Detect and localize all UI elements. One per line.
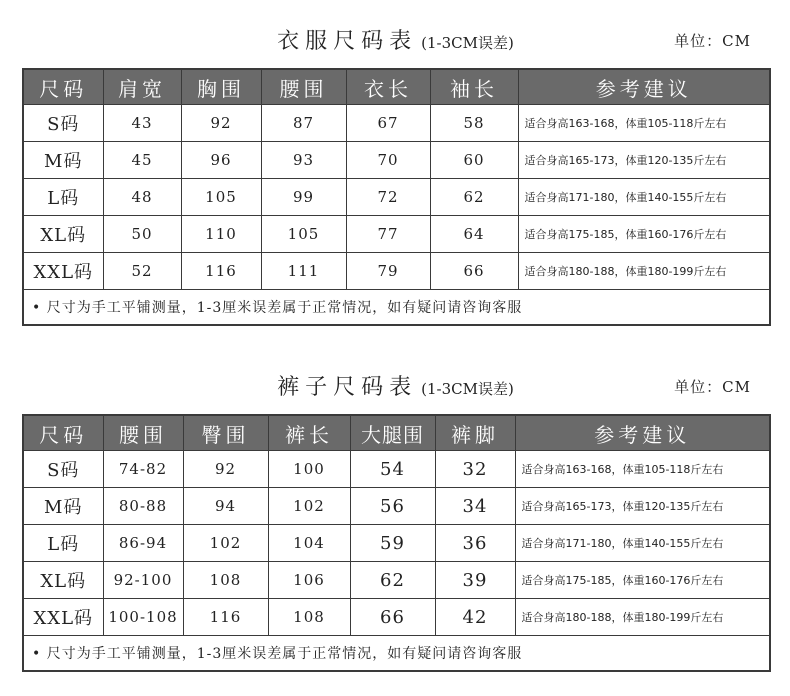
value-cell: 92-100	[103, 562, 183, 599]
suggestion-cell: 适合身高180-188，体重180-199斤左右	[515, 599, 770, 636]
value-cell: 43	[103, 105, 181, 142]
header-cell: 裤脚	[435, 415, 515, 451]
header-cell: 腰围	[261, 69, 346, 105]
table-row	[23, 599, 770, 636]
value-cell: 105	[181, 179, 261, 216]
value-cell: 111	[261, 253, 346, 290]
value-cell: 66	[430, 253, 518, 290]
value-cell: 32	[435, 451, 515, 488]
header-cell: 参考建议	[518, 69, 770, 105]
value-cell: 96	[181, 142, 261, 179]
value-cell: 92	[183, 451, 268, 488]
table-row	[23, 253, 770, 290]
value-cell: 58	[430, 105, 518, 142]
value-cell: 60	[430, 142, 518, 179]
value-cell: 106	[268, 562, 350, 599]
value-cell: 64	[430, 216, 518, 253]
value-cell: 42	[435, 599, 515, 636]
value-cell: 62	[350, 562, 435, 599]
top-size-table	[22, 68, 771, 326]
suggestion-cell: 适合身高180-188，体重180-199斤左右	[518, 253, 770, 290]
value-cell: 52	[103, 253, 181, 290]
value-cell: 39	[435, 562, 515, 599]
value-cell: 50	[103, 216, 181, 253]
value-cell: 48	[103, 179, 181, 216]
value-cell: 45	[103, 142, 181, 179]
table-row	[23, 451, 770, 488]
size-cell: XXL码	[23, 599, 103, 636]
footnote: • 尺寸为手工平铺测量，1-3厘米误差属于正常情况，如有疑问请咨询客服	[23, 636, 770, 672]
table-row	[23, 142, 770, 179]
header-cell: 尺码	[23, 69, 103, 105]
value-cell: 87	[261, 105, 346, 142]
top-title-text: 衣服尺码表	[277, 29, 418, 54]
table-row	[23, 488, 770, 525]
pants-title-text: 裤子尺码表	[277, 375, 418, 400]
value-cell: 92	[181, 105, 261, 142]
value-cell: 77	[346, 216, 430, 253]
top-unit-label: 单位：CM	[674, 32, 751, 50]
top-tolerance: (1-3CM误差)	[421, 34, 514, 52]
suggestion-cell: 适合身高175-185，体重160-176斤左右	[515, 562, 770, 599]
value-cell: 34	[435, 488, 515, 525]
table-row	[23, 562, 770, 599]
header-cell: 裤长	[268, 415, 350, 451]
value-cell: 100	[268, 451, 350, 488]
pants-size-table	[22, 414, 771, 672]
suggestion-cell: 适合身高165-173，体重120-135斤左右	[515, 488, 770, 525]
top-title-row	[22, 24, 769, 64]
suggestion-cell: 适合身高175-185，体重160-176斤左右	[518, 216, 770, 253]
size-cell: XL码	[23, 216, 103, 253]
pants-unit-label: 单位：CM	[674, 378, 751, 396]
value-cell: 102	[268, 488, 350, 525]
size-cell: S码	[23, 105, 103, 142]
footnote: • 尺寸为手工平铺测量，1-3厘米误差属于正常情况，如有疑问请咨询客服	[23, 290, 770, 326]
table-row	[23, 216, 770, 253]
size-cell: XL码	[23, 562, 103, 599]
value-cell: 94	[183, 488, 268, 525]
suggestion-cell: 适合身高171-180，体重140-155斤左右	[518, 179, 770, 216]
suggestion-cell: 适合身高163-168，体重105-118斤左右	[515, 451, 770, 488]
value-cell: 86-94	[103, 525, 183, 562]
header-cell: 臀围	[183, 415, 268, 451]
value-cell: 108	[183, 562, 268, 599]
value-cell: 74-82	[103, 451, 183, 488]
value-cell: 104	[268, 525, 350, 562]
value-cell: 67	[346, 105, 430, 142]
value-cell: 105	[261, 216, 346, 253]
size-cell: S码	[23, 451, 103, 488]
value-cell: 66	[350, 599, 435, 636]
value-cell: 72	[346, 179, 430, 216]
header-cell: 肩宽	[103, 69, 181, 105]
suggestion-cell: 适合身高171-180，体重140-155斤左右	[515, 525, 770, 562]
size-cell: XXL码	[23, 253, 103, 290]
value-cell: 116	[183, 599, 268, 636]
header-cell: 腰围	[103, 415, 183, 451]
value-cell: 116	[181, 253, 261, 290]
value-cell: 79	[346, 253, 430, 290]
value-cell: 93	[261, 142, 346, 179]
size-cell: L码	[23, 525, 103, 562]
value-cell: 110	[181, 216, 261, 253]
header-cell: 大腿围	[350, 415, 435, 451]
suggestion-cell: 适合身高165-173，体重120-135斤左右	[518, 142, 770, 179]
top-header-row	[23, 69, 770, 105]
table-row	[23, 179, 770, 216]
suggestion-cell: 适合身高163-168，体重105-118斤左右	[518, 105, 770, 142]
value-cell: 99	[261, 179, 346, 216]
top-chart-title	[22, 24, 769, 55]
size-cell: M码	[23, 142, 103, 179]
value-cell: 62	[430, 179, 518, 216]
pants-size-chart	[22, 370, 769, 662]
header-cell: 胸围	[181, 69, 261, 105]
pants-chart-title	[22, 370, 769, 401]
footnote-row	[23, 290, 770, 326]
table-row	[23, 525, 770, 562]
pants-title-row	[22, 370, 769, 410]
pants-tolerance: (1-3CM误差)	[421, 380, 514, 398]
top-size-chart	[22, 24, 769, 316]
header-cell: 参考建议	[515, 415, 770, 451]
footnote-row	[23, 636, 770, 672]
header-cell: 尺码	[23, 415, 103, 451]
value-cell: 54	[350, 451, 435, 488]
table-row	[23, 105, 770, 142]
value-cell: 56	[350, 488, 435, 525]
value-cell: 80-88	[103, 488, 183, 525]
value-cell: 100-108	[103, 599, 183, 636]
size-cell: M码	[23, 488, 103, 525]
pants-header-row	[23, 415, 770, 451]
value-cell: 108	[268, 599, 350, 636]
value-cell: 59	[350, 525, 435, 562]
size-cell: L码	[23, 179, 103, 216]
value-cell: 70	[346, 142, 430, 179]
value-cell: 102	[183, 525, 268, 562]
value-cell: 36	[435, 525, 515, 562]
header-cell: 袖长	[430, 69, 518, 105]
header-cell: 衣长	[346, 69, 430, 105]
